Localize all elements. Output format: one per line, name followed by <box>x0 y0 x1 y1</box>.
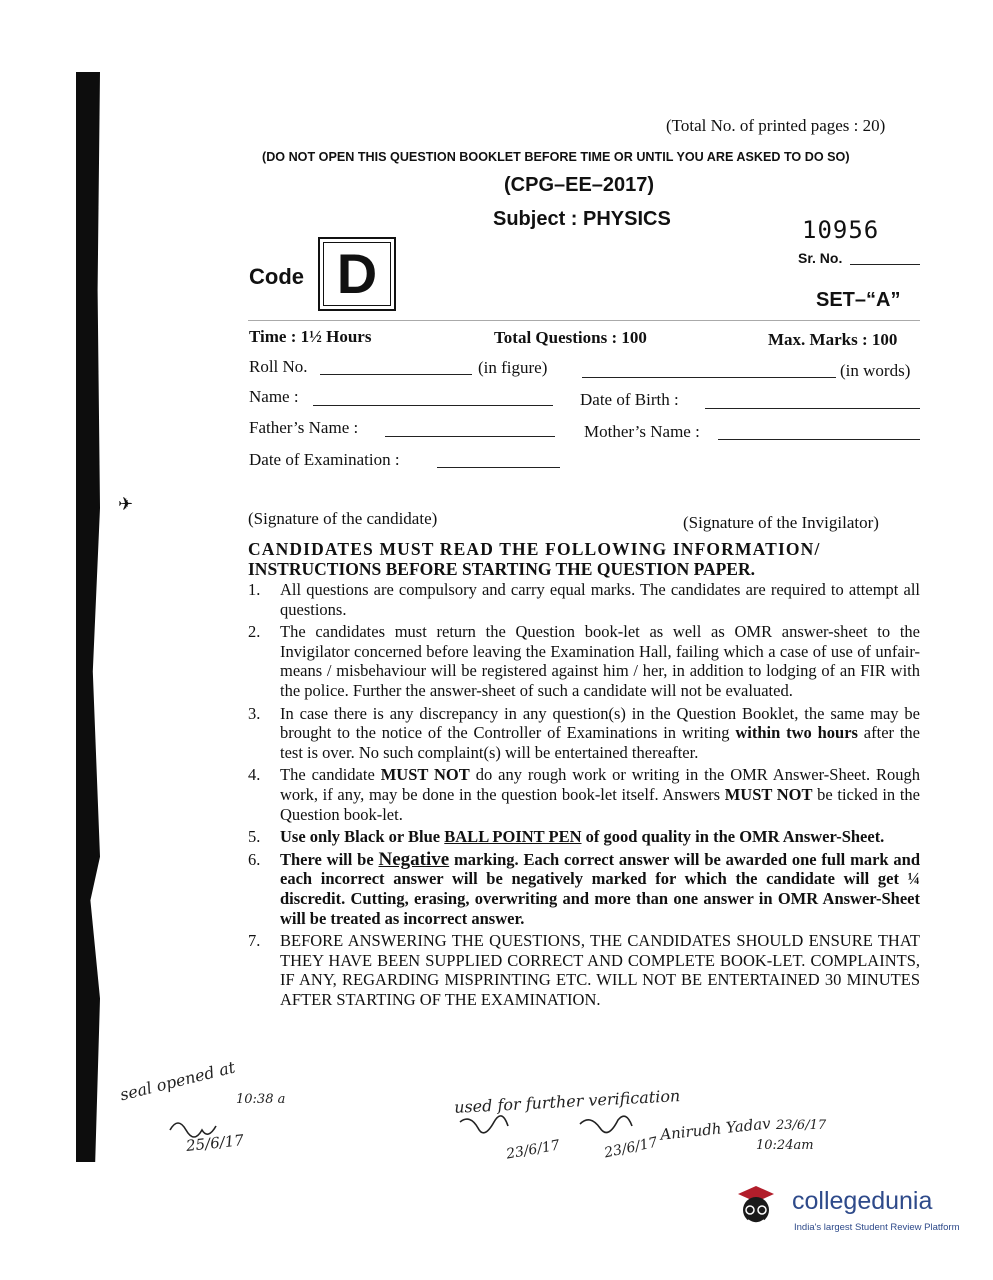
handwritten-seal-date: 25/6/17 <box>185 1131 245 1155</box>
father-name-line[interactable] <box>385 436 555 437</box>
instructions-heading-2: INSTRUCTIONS BEFORE STARTING THE QUESTION PAPER. <box>248 559 755 579</box>
instruction-item <box>248 622 920 700</box>
exam-date-label: Date of Examination : <box>249 450 400 469</box>
set-label: SET–“A” <box>816 289 901 311</box>
serial-number-value: 10956 <box>802 216 880 244</box>
serial-number-line <box>850 264 920 265</box>
handwritten-seal-note: seal opened at <box>118 1057 237 1105</box>
instruction-text: do any rough work or writing in the OMR Answer-Sheet. Rough work, if any, may be done in the question book-let itself. Answers <box>280 765 920 804</box>
instruction-number: 7. <box>248 931 261 951</box>
instruction-item <box>248 931 920 1009</box>
signature-invigilator: (Signature of the Invigilator) <box>683 513 879 532</box>
dob-label: Date of Birth : <box>580 390 679 409</box>
handwritten-seal-time: 10:38 a <box>236 1092 286 1107</box>
mother-name-label: Mother’s Name : <box>584 422 700 441</box>
instruction-item <box>248 850 920 928</box>
instruction-text: There will be <box>280 849 379 869</box>
in-figure-label: (in figure) <box>478 358 548 377</box>
instruction-text: The candidate <box>280 765 381 785</box>
instruction-text: Use only Black or Blue <box>280 827 445 847</box>
scan-mark: ✈ <box>118 494 134 514</box>
instruction-number: 2. <box>248 622 261 642</box>
instruction-item <box>248 704 920 763</box>
instruction-emphasis: MUST NOT <box>724 784 813 804</box>
watermark-tagline: India's largest Student Review Platform <box>794 1222 960 1233</box>
instructions-heading-1: CANDIDATES MUST READ THE FOLLOWING INFORMATION/ <box>248 539 821 559</box>
instruction-number: 6. <box>248 849 261 869</box>
mother-name-line[interactable] <box>718 439 920 440</box>
roll-no-figure-line[interactable] <box>320 374 472 375</box>
instruction-text: after the test is over. No such complaint(s) will be entertained thereafter. <box>280 723 920 762</box>
subject-title: Subject : PHYSICS <box>493 208 671 230</box>
instruction-emphasis: BALL POINT PEN <box>444 827 582 847</box>
instruction-text: The candidates must return the Question book-let as well as OMR answer-sheet to the Invigilator concerned before leaving the Examination Hall, failing which a case of use of unfair-means / misbehaviour will be registered against him / her, in addition to lodging of an FIR with the police. Further the answer-sheet of such a candidate will not be evaluated. <box>280 622 920 700</box>
instruction-number: 1. <box>248 580 261 599</box>
code-label: Code <box>249 264 304 289</box>
handwritten-sign-date: 23/6/17 <box>776 1118 827 1133</box>
instruction-number: 3. <box>248 703 261 723</box>
scan-shadow-edge <box>76 72 100 1162</box>
handwritten-sign-name: Anirudh Yadav <box>659 1114 772 1144</box>
roll-no-words-line[interactable] <box>582 377 836 378</box>
instruction-emphasis: Negative <box>378 848 450 870</box>
instruction-text: be ticked in the Question book-let. <box>280 784 920 824</box>
time-label: Time : 1½ Hours <box>249 327 372 346</box>
total-questions: Total Questions : 100 <box>494 328 647 347</box>
instruction-text: BEFORE ANSWERING THE QUESTIONS, THE CANDIDATES SHOULD ENSURE THAT THEY HAVE BEEN SUPPLIED CORRECT AND COMPLETE BOOK-LET. COMPLAINTS, IF ANY, REGARDING MISPRINTING ETC. WILL NOT BE ENTERTAINED 30 MINUTES AFTER STARTING OF THE EXAMINATION. <box>280 931 920 1009</box>
code-box <box>318 237 396 311</box>
instructions-list <box>248 580 920 1012</box>
header-divider <box>248 320 920 321</box>
in-words-label: (in words) <box>840 361 911 380</box>
dob-line[interactable] <box>705 408 920 409</box>
instruction-text: All questions are compulsory and carry equal marks. The candidates are required to attempt all questions. <box>280 580 920 619</box>
graduate-icon <box>736 1184 776 1230</box>
instruction-item <box>248 765 920 824</box>
max-marks: Max. Marks : 100 <box>768 330 898 349</box>
instruction-emphasis: within two hours <box>735 723 858 743</box>
instruction-number: 5. <box>248 827 261 847</box>
instruction-number: 4. <box>248 765 261 785</box>
instruction-text: marking. Each correct answer will be awarded one full mark and each incorrect answer will be negatively marked for which the candidate will get ¼ discredit. Cutting, erasing, overwriting and more than one answer in OMR Answer-Sheet will be treated as incorrect answer. <box>280 849 920 928</box>
instruction-item <box>248 827 920 847</box>
roll-no-label: Roll No. <box>249 357 308 376</box>
father-name-label: Father’s Name : <box>249 418 359 437</box>
exam-date-line[interactable] <box>437 467 560 468</box>
name-label: Name : <box>249 387 299 406</box>
code-letter: D <box>336 242 378 305</box>
signature-candidate: (Signature of the candidate) <box>248 509 438 528</box>
watermark-logo <box>736 1184 776 1230</box>
handwritten-signatures <box>160 1100 840 1163</box>
exam-code: (CPG–EE–2017) <box>504 174 655 196</box>
handwritten-date-2: 23/6/17 <box>602 1134 660 1162</box>
warning-line: (DO NOT OPEN THIS QUESTION BOOKLET BEFORE TIME OR UNTIL YOU ARE ASKED TO DO SO) <box>262 150 850 164</box>
printed-pages: (Total No. of printed pages : 20) <box>666 116 886 135</box>
handwritten-verification-note: used for further verification <box>453 1086 681 1117</box>
watermark-brand: collegedunia <box>792 1187 933 1215</box>
name-line[interactable] <box>313 405 553 406</box>
handwritten-date-1: 23/6/17 <box>505 1137 561 1163</box>
instruction-text: of good quality in the OMR Answer-Sheet. <box>581 827 885 847</box>
instruction-emphasis: MUST NOT <box>380 765 470 785</box>
instruction-text: In case there is any discrepancy in any question(s) in the Question Booklet, the same may be brought to the notice of the Controller of Examinations in writing <box>280 703 920 743</box>
instruction-item <box>248 580 920 619</box>
serial-number-label: Sr. No. <box>798 250 843 266</box>
handwritten-sign-time: 10:24am <box>756 1138 814 1153</box>
